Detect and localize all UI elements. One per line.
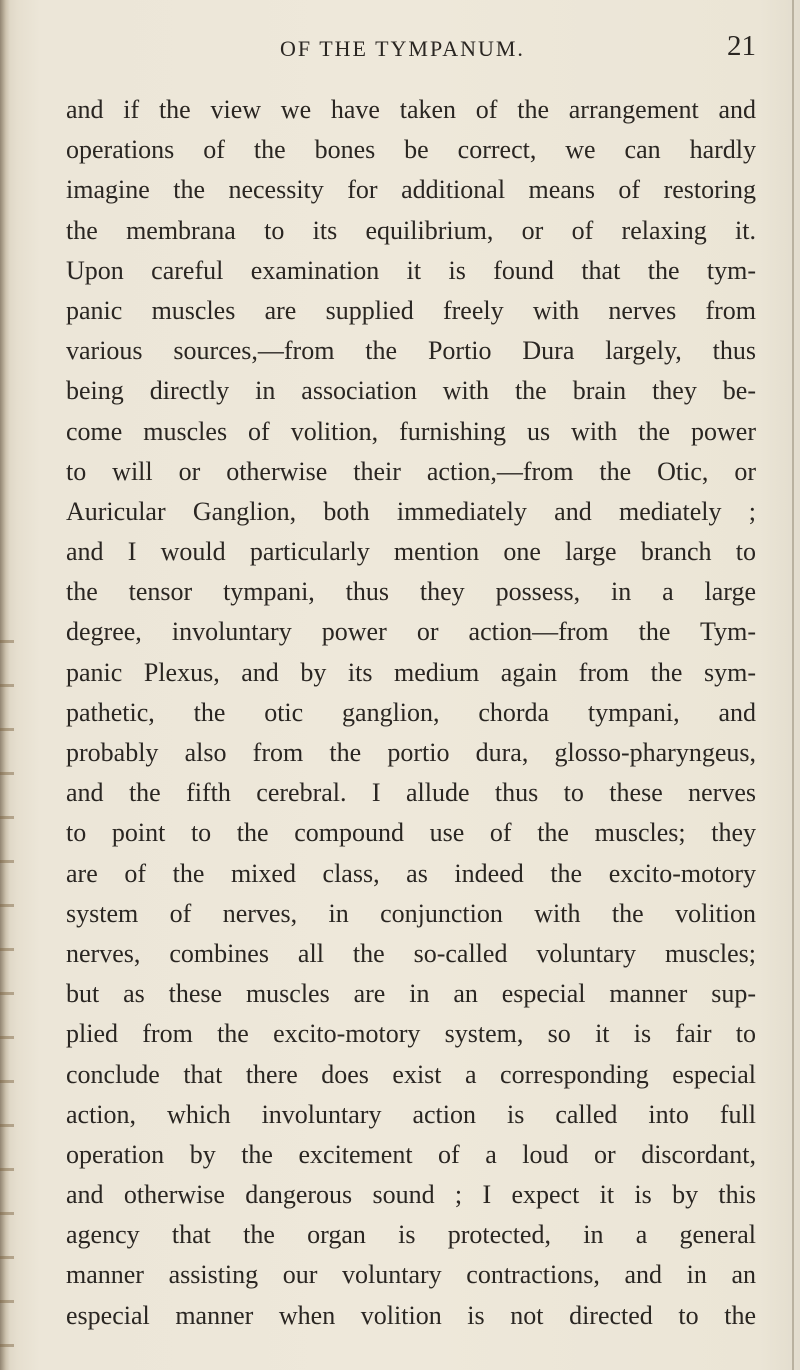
text-line: Auricular Ganglion, both immediately and mediately ; [66, 496, 756, 526]
text-line: agency that the organ is protected, in a general [66, 1220, 756, 1250]
text-line: manner assisting our voluntary contractions, and in an [66, 1260, 756, 1290]
text-line: pathetic, the otic ganglion, chorda tympani, and [66, 697, 756, 727]
text-line: conclude that there does exist a corresponding especial [66, 1059, 756, 1089]
text-line: and the fifth cerebral. I allude thus to these nerves [66, 778, 756, 808]
text-line: panic muscles are supplied freely with nerves from [66, 295, 756, 325]
text-line: action, which involuntary action is called into full [66, 1099, 756, 1129]
text-line: operation by the excitement of a loud or discordant, [66, 1139, 756, 1169]
page-right-edge [792, 0, 794, 1370]
text-line: Upon careful examination it is found that the tym- [66, 255, 756, 285]
text-line: the membrana to its equilibrium, or of relaxing it. [66, 215, 756, 245]
text-line: but as these muscles are in an especial manner sup- [66, 979, 756, 1009]
text-line: panic Plexus, and by its medium again from the sym- [66, 657, 756, 687]
text-line: are of the mixed class, as indeed the excito-motory [66, 858, 756, 888]
text-line: operations of the bones be correct, we can hardly [66, 135, 756, 165]
text-line: especial manner when volition is not directed to the [66, 1300, 756, 1330]
body-text [66, 90, 756, 1336]
text-line: the tensor tympani, thus they possess, in a large [66, 577, 756, 607]
text-line: and if the view we have taken of the arrangement and [66, 95, 756, 124]
text-line: and I would particularly mention one large branch to [66, 537, 756, 567]
running-head-title: OF THE TYMPANUM. [280, 36, 525, 61]
text-line: being directly in association with the brain they be- [66, 376, 756, 406]
page-number: 21 [727, 30, 756, 62]
text-line: and otherwise dangerous sound ; I expect it is by this [66, 1180, 756, 1210]
text-line: plied from the excito-motory system, so it is fair to [66, 1019, 756, 1049]
text-line: system of nerves, in conjunction with the volition [66, 898, 756, 928]
text-line: degree, involuntary power or action—from the Tym- [66, 617, 756, 647]
text-line: imagine the necessity for additional means of restoring [66, 175, 756, 205]
text-line: probably also from the portio dura, glosso-pharyngeus, [66, 738, 756, 767]
text-line: various sources,—from the Portio Dura largely, thus [66, 336, 756, 366]
text-line: come muscles of volition, furnishing us with the power [66, 416, 756, 446]
running-head [0, 30, 800, 70]
text-line: to point to the compound use of the muscles; they [66, 818, 756, 848]
text-line: nerves, combines all the so-called voluntary muscles; [66, 938, 756, 968]
text-line: to will or otherwise their action,—from the Otic, or [66, 456, 756, 486]
binding-gutter-marks [0, 640, 14, 1370]
